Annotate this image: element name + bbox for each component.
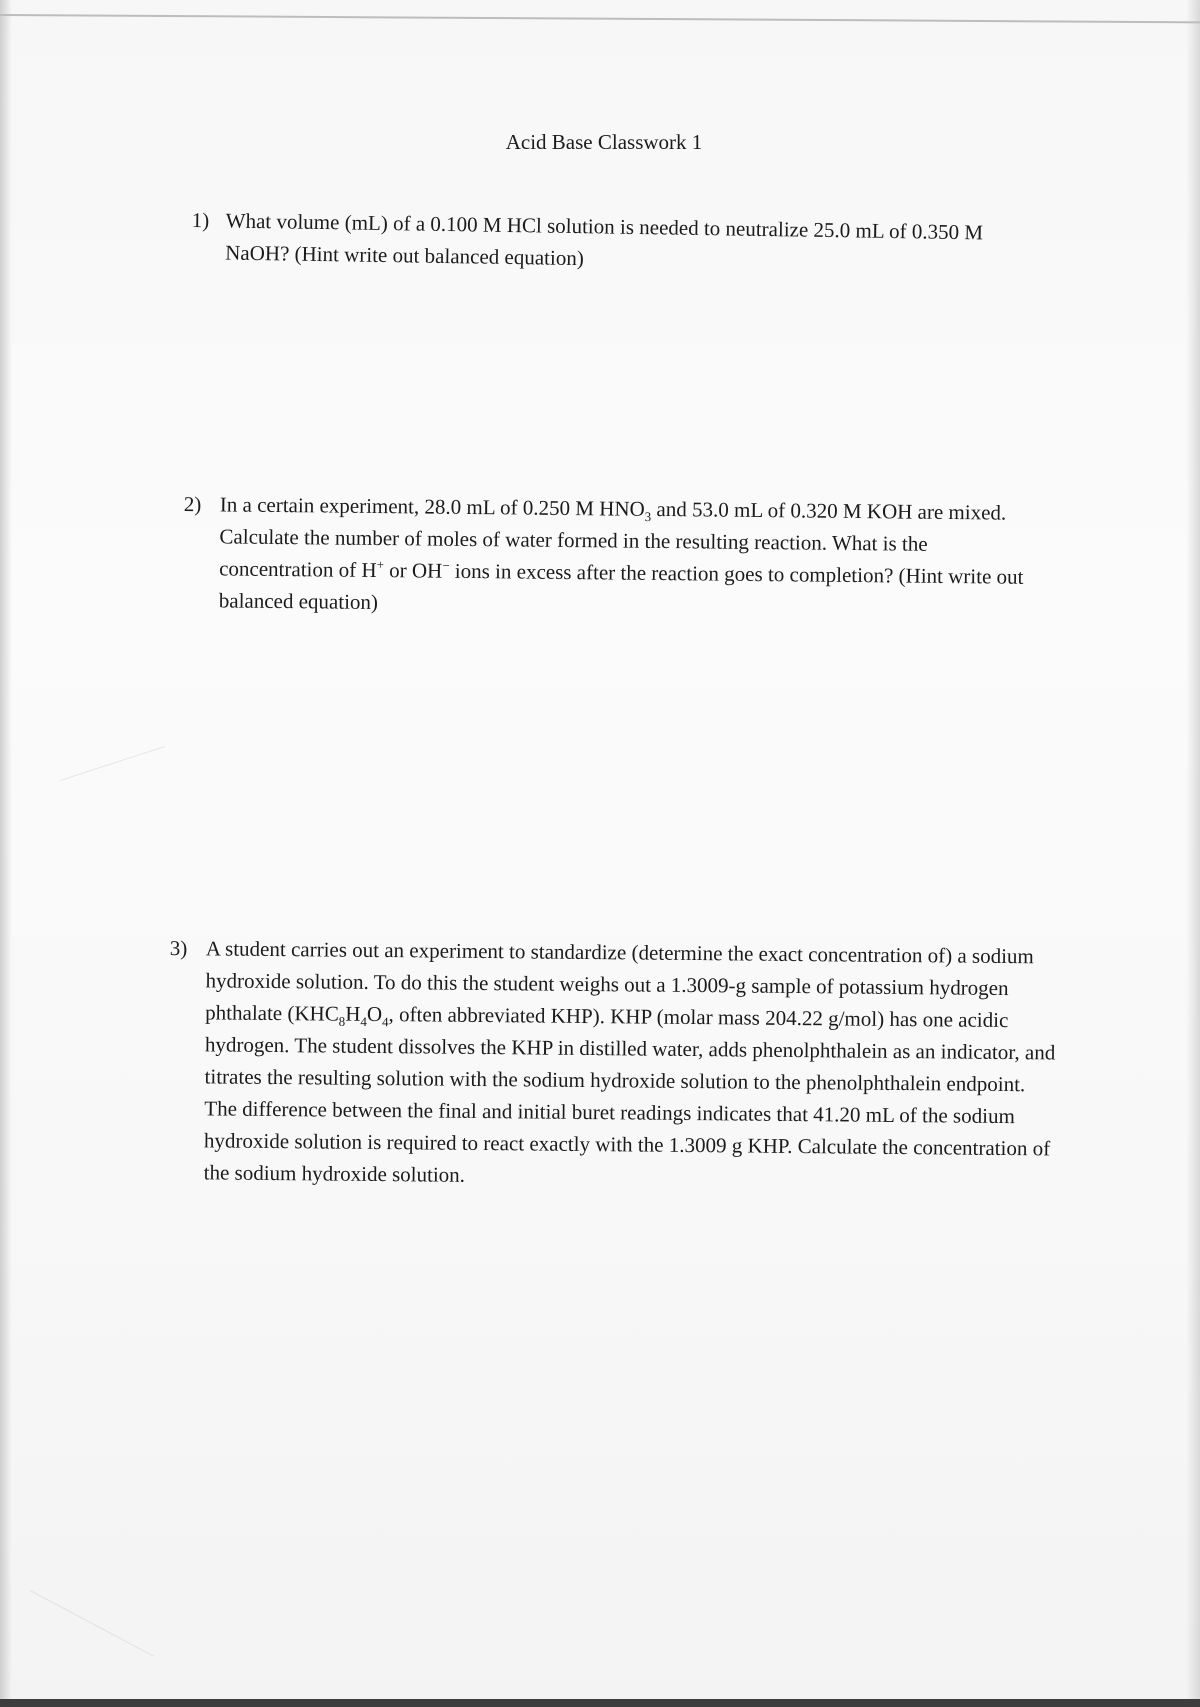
subscript: 4 bbox=[381, 1014, 389, 1030]
paper-crease bbox=[30, 1590, 154, 1657]
question-text bbox=[168, 932, 1062, 1197]
question-number: 3) bbox=[169, 935, 188, 961]
worksheet-title: Acid Base Classwork 1 bbox=[505, 130, 703, 154]
question-text-part: What volume (mL) of a 0.100 M HCl solution is needed to neutralize 25.0 mL of 0.350 M NaOH? (Hint write out balanced equation) bbox=[225, 208, 984, 271]
question-1 bbox=[191, 204, 992, 281]
subscript: 4 bbox=[360, 1014, 367, 1030]
question-text bbox=[191, 204, 992, 281]
question-text-part: In a certain experiment, 28.0 mL of 0.250 M HNO bbox=[219, 492, 645, 521]
question-text-part: O bbox=[366, 1001, 383, 1027]
question-text-part: A student carries out an experiment to standardize (determine the exact concentration of) a sodium hydroxide solution. To do this the student weighs out a 1.3009-g sample of potassium hydrogen phthalate (KHC bbox=[205, 936, 1034, 1026]
question-text-part: ions in excess after the reaction goes to completion? (Hint write out balanced equation) bbox=[218, 558, 1024, 615]
page-right-shadow bbox=[1186, 0, 1200, 1707]
question-text bbox=[183, 488, 1044, 625]
question-number: 1) bbox=[191, 207, 210, 233]
paper-crease bbox=[60, 746, 165, 781]
superscript: + bbox=[376, 557, 385, 573]
question-text-part: H bbox=[345, 1001, 361, 1026]
question-text-part: , often abbreviated KHP). KHP (molar mass 204.22 g/mol) has one acidic hydrogen. The student dissolves the KHP in distilled water, adds phenolphthalein as an indicator, and titrates the resulting solution with the sodium hydroxide solution to the phenolphthalein endpoint. The difference between the final and initial buret readings indicates that 41.20 mL of the sodium hydroxide solution is required to react exactly with the 1.3009 g KHP. Calculate the concentration of the sodium hydroxide solution. bbox=[203, 1002, 1056, 1187]
paper-top-edge bbox=[0, 14, 1200, 23]
subscript: 3 bbox=[644, 509, 652, 525]
page-left-shadow bbox=[0, 0, 12, 1707]
question-text-part: or OH bbox=[383, 558, 443, 583]
scan-bottom-edge bbox=[0, 1699, 1200, 1707]
question-number: 2) bbox=[183, 491, 202, 517]
question-3 bbox=[168, 932, 1062, 1197]
superscript: − bbox=[442, 557, 450, 573]
question-2 bbox=[183, 488, 1044, 625]
question-text-part: and 53.0 mL of 0.320 M KOH are mixed. Calculate the number of moles of water formed in the resulting reaction. What is the concentration of H bbox=[219, 496, 1007, 583]
subscript: 8 bbox=[338, 1013, 346, 1029]
